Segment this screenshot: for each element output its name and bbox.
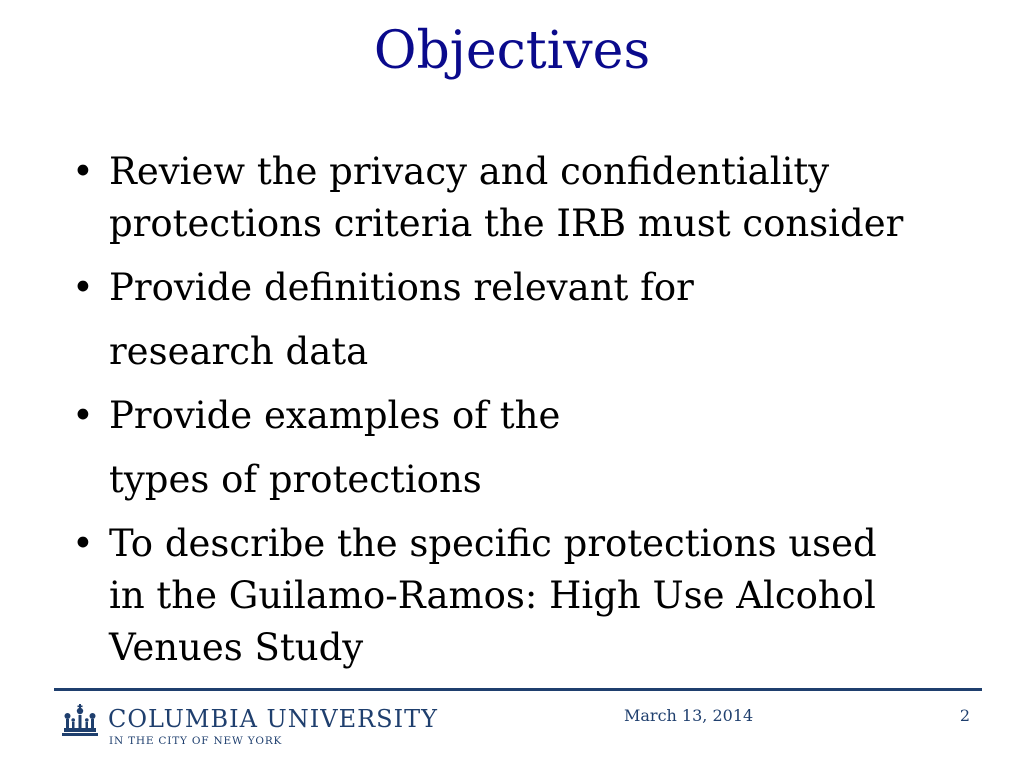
list-item bbox=[72, 146, 992, 250]
bullet-text: Review the privacy and confidentiality bbox=[109, 150, 830, 193]
logo-subtitle: IN THE CITY OF NEW YORK bbox=[109, 735, 283, 747]
bullet-icon: • bbox=[72, 266, 94, 309]
university-logo bbox=[60, 700, 438, 752]
crown-icon bbox=[60, 702, 100, 740]
bullet-text: types of protections bbox=[109, 458, 482, 501]
bullet-icon: • bbox=[72, 150, 94, 193]
page-number: 2 bbox=[959, 706, 970, 725]
footer-date: March 13, 2014 bbox=[624, 706, 754, 725]
bullet-icon: • bbox=[72, 394, 94, 437]
bullet-text: Provide definitions relevant for bbox=[109, 266, 694, 309]
bullet-text: protections criteria the IRB must consider bbox=[109, 202, 904, 245]
logo-wordmark: COLUMBIA UNIVERSITY bbox=[108, 705, 438, 733]
list-item bbox=[72, 390, 992, 506]
bullet-text: research data bbox=[109, 330, 369, 373]
bullet-text: Venues Study bbox=[109, 626, 364, 669]
bullet-text: Provide examples of the bbox=[109, 394, 561, 437]
slide-title: Objectives bbox=[373, 21, 651, 81]
footer-divider bbox=[54, 688, 982, 691]
bullet-icon: • bbox=[72, 522, 94, 565]
list-item bbox=[72, 262, 992, 378]
objectives-list bbox=[72, 146, 992, 686]
list-item bbox=[72, 518, 992, 674]
bullet-text: in the Guilamo-Ramos: High Use Alcohol bbox=[109, 574, 876, 617]
bullet-text: To describe the specific protections used bbox=[109, 522, 877, 565]
